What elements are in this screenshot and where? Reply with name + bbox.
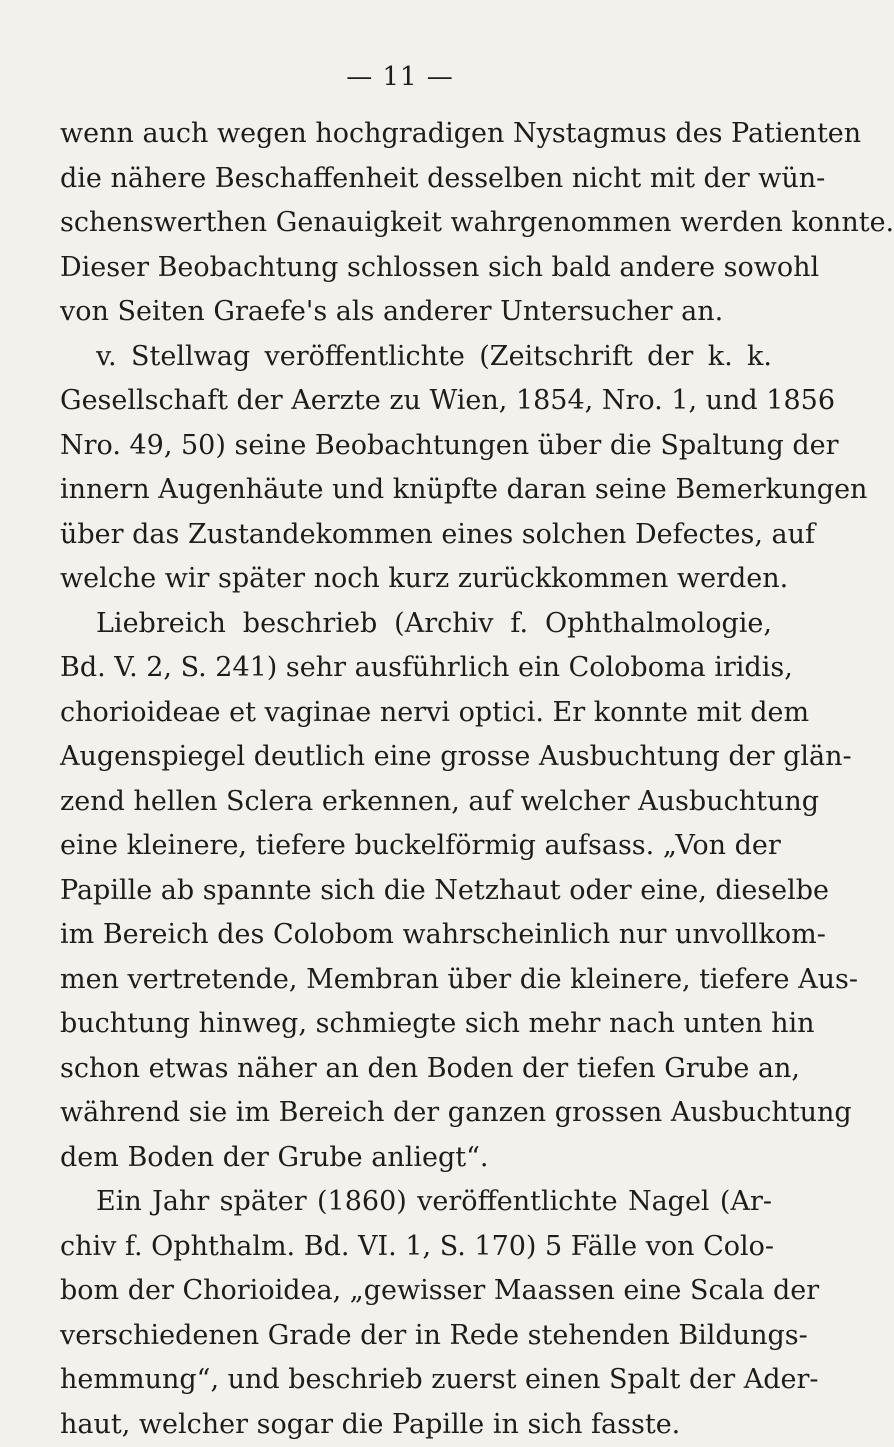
text-line: buchtung hinweg, schmiegte sich mehr nach unten hin <box>60 1002 772 1047</box>
text-line: schenswerthen Genauigkeit wahrgenommen werden konnte. <box>60 201 772 246</box>
text-line: während sie im Bereich der ganzen grossen Ausbuchtung <box>60 1091 772 1136</box>
text-line: wenn auch wegen hochgradigen Nystagmus des Patienten <box>60 112 772 157</box>
text-line: haut, welcher sogar die Papille in sich fasste. <box>60 1403 772 1447</box>
text-line: von Seiten Graefe's als anderer Untersucher an. <box>60 290 772 335</box>
text-line: Liebreich beschrieb (Archiv f. Ophthalmologie, <box>60 602 772 647</box>
text-line: welche wir später noch kurz zurückkommen werden. <box>60 557 772 602</box>
text-line: verschiedenen Grade der in Rede stehenden Bildungs- <box>60 1314 772 1359</box>
text-line: schon etwas näher an den Boden der tiefen Grube an, <box>60 1047 772 1092</box>
text-line: Bd. V. 2, S. 241) sehr ausführlich ein Coloboma iridis, <box>60 646 772 691</box>
body-text <box>60 112 772 1447</box>
text-line: chiv f. Ophthalm. Bd. VI. 1, S. 170) 5 Fälle von Colo- <box>60 1225 772 1270</box>
text-line: hemmung“, und beschrieb zuerst einen Spalt der Ader- <box>60 1358 772 1403</box>
text-line: innern Augenhäute und knüpfte daran seine Bemerkungen <box>60 468 772 513</box>
text-line: men vertretende, Membran über die kleinere, tiefere Aus- <box>60 958 772 1003</box>
text-line: im Bereich des Colobom wahrscheinlich nur unvollkom- <box>60 913 772 958</box>
text-line: zend hellen Sclera erkennen, auf welcher Ausbuchtung <box>60 780 772 825</box>
text-line: über das Zustandekommen eines solchen Defectes, auf <box>60 513 772 558</box>
text-line: Gesellschaft der Aerzte zu Wien, 1854, Nro. 1, und 1856 <box>60 379 772 424</box>
text-line: chorioideae et vaginae nervi optici. Er konnte mit dem <box>60 691 772 736</box>
text-line: die nähere Beschaffenheit desselben nicht mit der wün- <box>60 157 772 202</box>
text-line: dem Boden der Grube anliegt“. <box>60 1136 772 1181</box>
text-line: Dieser Beobachtung schlossen sich bald andere sowohl <box>60 246 772 291</box>
text-line: Augenspiegel deutlich eine grosse Ausbuchtung der glän- <box>60 735 772 780</box>
text-line: Papille ab spannte sich die Netzhaut oder eine, dieselbe <box>60 869 772 914</box>
text-line: eine kleinere, tiefere buckelförmig aufsass. „Von der <box>60 824 772 869</box>
text-line: v. Stellwag veröffentlichte (Zeitschrift der k. k. <box>60 335 772 380</box>
text-line: Ein Jahr später (1860) veröffentlichte Nagel (Ar- <box>60 1180 772 1225</box>
text-line: Nro. 49, 50) seine Beobachtungen über die Spaltung der <box>60 424 772 469</box>
page-number: — 11 — <box>0 62 800 92</box>
text-line: bom der Chorioidea, „gewisser Maassen eine Scala der <box>60 1269 772 1314</box>
